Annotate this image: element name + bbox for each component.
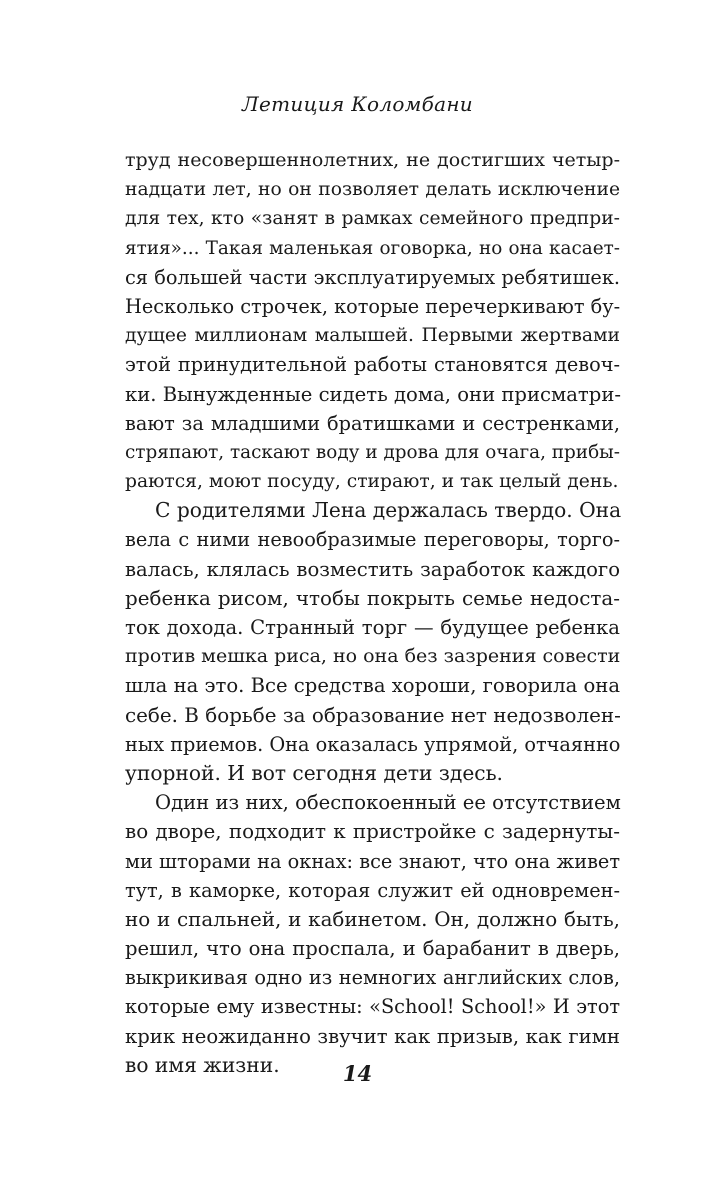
text-line: вела с ними невообразимые переговоры, торго- [125,528,620,552]
text-line: во имя жизни. [125,1052,280,1077]
text-line: ми шторами на окнах: все знают, что она живет [125,849,620,873]
text-line: ся большей части эксплуатируемых ребятишек. [125,265,620,289]
text-line: которые ему известны: «School! School!» И этот [125,995,620,1019]
text-line: труд несовершеннолетних, не достигших четыр- [125,149,620,171]
text-line: но и спальней, и кабинетом. Он, должно быть, [125,907,620,931]
text-line: Несколько строчек, которые перечеркивают бу- [125,294,621,318]
text-line: С родителями Лена держалась твердо. Она [155,498,622,523]
text-line: упорной. И вот сегодня дети здесь. [125,760,503,785]
text-line: ятия»... Такая маленькая оговорка, но она касает- [125,237,620,259]
text-line: для тех, кто «занят в рамках семейного предпри- [125,208,620,230]
text-line: дущее миллионам малышей. Первыми жертвами [125,325,620,347]
text-line: решил, что она проспала, и барабанит в дверь, [125,937,620,961]
text-line: надцати лет, но он позволяет делать исключение [125,179,620,201]
text-line: во дворе, подходит к пристройке с задернуты- [125,820,620,844]
text-line: вают за младшими братишками и сестренками, [125,411,620,435]
text-line: шла на это. Все средства хороши, говорила она [125,674,621,698]
text-line: ток дохода. Странный торг — будущее ребенка [125,616,620,639]
text-line: против мешка риса, но она без зазрения совести [125,645,621,668]
text-line: валась, клялась возместить заработок каждого [125,557,620,581]
text-line: Один из них, обеспокоенный ее отсутствием [155,791,621,815]
text-line: раются, моют посуду, стирают, и так целый день. [125,471,619,493]
running-title: Летиция Коломбани [242,92,473,116]
text-line: стряпают, таскают воду и дрова для очага, прибы- [125,441,620,463]
text-line: выкрикивая одно из немногих английских слов, [125,966,620,990]
body-text [125,146,620,1080]
text-line: ных приемов. Она оказалась упрямой, отчаянно [125,732,621,756]
text-line: крик неожиданно звучит как призыв, как гимн [125,1024,620,1048]
text-line: этой принудительной работы становятся девоч- [125,353,620,377]
text-line: тут, в каморке, которая служит ей одновремен- [125,878,620,902]
text-line: ребенка рисом, чтобы покрыть семье недоста- [125,586,620,610]
text-line: себе. В борьбе за образование нет недозволен- [125,703,621,727]
text-line: ки. Вынужденные сидеть дома, они присматри- [125,382,621,406]
page-number: 14 [342,1061,373,1086]
